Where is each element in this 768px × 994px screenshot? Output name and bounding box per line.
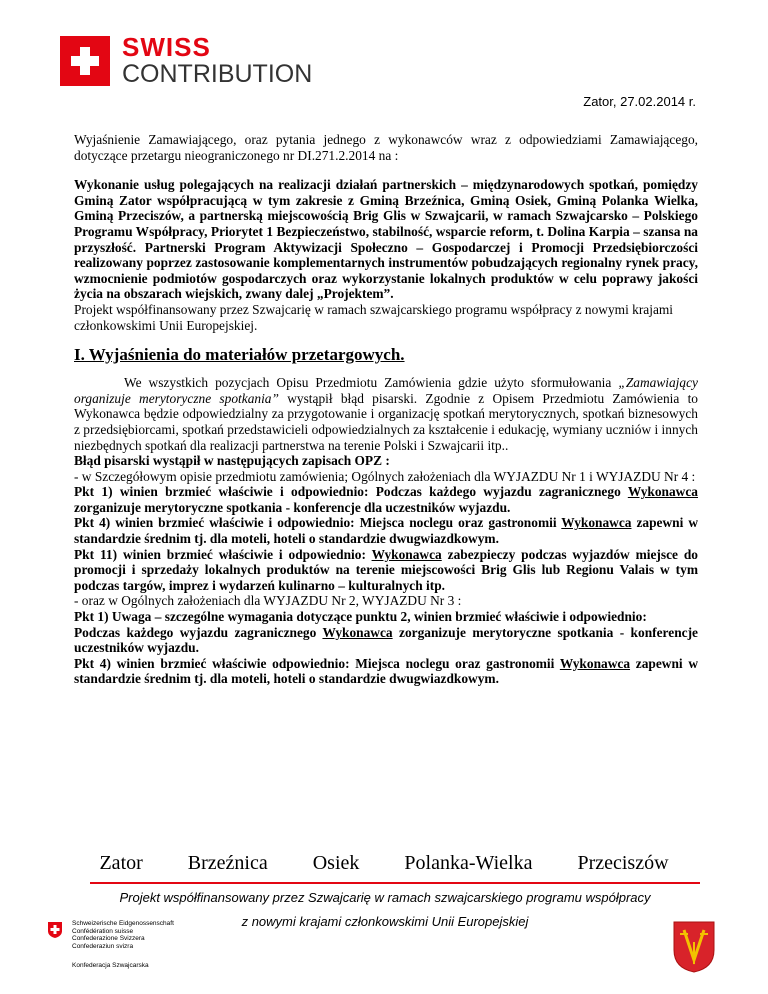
subject-paragraph: Wykonanie usług polegających na realizacji działań partnerskich – międzynarodowych spotkań, pomiędzy Gminą Zator współpracującą w tym zakresie z Gminą Brzeźnica, Gminą Osiek, Gminą Polanka Wielka, Gminą Przeciszów, a partnerską miejscowością Brig Glis w Szwajcarii, w ramach Szwajcarsko – Polskiego Programu Współpracy, Priorytet 1 Bezpieczeństwo, stabilność, wsparcie reform, t. Dolina Karpia – szansa na przyszłość. Partnerski Program Aktywizacji Społeczno – Gospodarczej i Promocji Przedsiębiorczości realizowany poprzez zastosowanie komplementarnych instrumentów pobudzających regionalny rynek pracy, wzmocnienie podmiotów gospodarczych oraz wykorzystanie lokalnych produktów w celu poprawy jakości życia na obszarach wiejskich, zwany dalej „Projektem”. [74, 177, 698, 302]
document-date: Zator, 27.02.2014 r. [583, 94, 696, 109]
footer-line-2: z nowymi krajami członkowskimi Unii Europejskiej [241, 914, 529, 929]
para1-rest: wystąpił błąd pisarski. Zgodnie z Opisem Przedmiotu Zamówienia to Wykonawca będzie odpowiedzialny za przygotowanie i organizację spotkań merytorycznych, spotkań biznesowych z przedsiębiorcami, spotkań przedstawicieli odpowiedzialnych za kształcenie i edukację, wymiany uczniów i innych niezbędnych spotkań dla realizacji partnerstwa na terenie Polski i Szwajcarii itp.. [74, 390, 698, 453]
partner-towns [0, 852, 768, 875]
point-1-trip-2-3: Pkt 1) Uwaga – szczególne wymagania dotyczące punktu 2, winien brzmieć właściwie i odpowiednio: [74, 609, 647, 625]
footer-divider [90, 882, 700, 884]
swiss-shield-icon [48, 922, 62, 938]
scope-trip-2-3: - oraz w Ogólnych założeniach dla WYJAZDU Nr 2, WYJAZDU Nr 3 : [74, 593, 462, 609]
logo-swiss-text: SWISS [122, 32, 211, 62]
town-name: Brzeźnica [187, 852, 268, 874]
intro-paragraph: Wyjaśnienie Zamawiającego, oraz pytania jednego z wykonawców wraz z odpowiedziami Zamawiającego, dotyczące przetargu nieograniczonego nr DI.271.2.2014 na : [74, 132, 698, 163]
cofinance-note: Projekt współfinansowany przez Szwajcarię w ramach szwajcarskiego programu współpracy z nowymi krajami członkowskimi Unii Europejskiej. [74, 301, 674, 333]
para1-quote: „Zamawiający organizuje merytoryczne spotkania” [74, 375, 698, 406]
coat-of-arms-icon [672, 920, 716, 974]
town-name: Polanka-Wielka [404, 852, 533, 874]
swiss-confederation-logo [48, 922, 248, 982]
town-name: Przeciszów [577, 852, 669, 874]
point-4-trip-2-3: Pkt 4) winien brzmieć właściwie odpowiednio: Miejsca noclegu oraz gastronomii Wykonawca zapewni w standardzie średnim tj. dla moteli, hoteli o standardzie dwugwiazdkowym. [74, 655, 698, 687]
footer-line-1: Projekt współfinansowany przez Szwajcarię w ramach szwajcarskiego programu współpracy [119, 890, 651, 905]
swiss-contribution-logo [60, 32, 313, 88]
point-11: Pkt 11) winien brzmieć właściwie i odpowiednio: Wykonawca zabezpieczy podczas wyjazdów miejsce do promocji i sprzedaży lokalnych produktów na terenie miejscowości Brig Glis lub Regionu Valais w tym podczas targów, imprez i wydarzeń kulinarno – kulturalnych itp. [74, 546, 698, 593]
town-name: Zator [99, 852, 143, 874]
point-1-trip-2-3-text: Podczas każdego wyjazdu zagranicznego Wykonawca zorganizuje merytoryczne spotkania - konferencje uczestników wyjazdu. [74, 624, 698, 656]
town-name: Osiek [312, 852, 360, 874]
scope-trip-1-4: - w Szczegółowym opisie przedmiotu zamówienia; Ogólnych założeniach dla WYJAZDU Nr 1 i WYJAZDU Nr 4 : [74, 468, 696, 484]
swiss-cross-icon [60, 36, 110, 86]
error-line: Błąd pisarski wystąpił w następujących zapisach OPZ : [74, 453, 390, 469]
point-1-trip-1-4: Pkt 1) winien brzmieć właściwie i odpowiednio: Podczas każdego wyjazdu zagranicznego Wykonawca zorganizuje merytoryczne spotkania - konferencje dla uczestników wyjazdu. [74, 484, 698, 515]
point-4-trip-1-4: Pkt 4) winien brzmieć właściwie i odpowiednio: Miejsca noclegu oraz gastronomii Wykonawca zapewni w standardzie średnim tj. dla moteli, hoteli o standardzie dwugwiazdkowym. [74, 515, 698, 547]
explanation-paragraph [74, 375, 698, 453]
confederation-polish: Konfederacja Szwajcarska [72, 962, 149, 969]
document-body [74, 132, 698, 687]
para1-start: We wszystkich pozycjach Opisu Przedmiotu Zamówienia gdzie użyto sformułowania [124, 375, 612, 391]
confederation-names: Schweizerische Eidgenossenschaft Confédération suisse Confederazione Svizzera Confederaziun svizra [72, 920, 174, 950]
section-heading: I. Wyjaśnienia do materiałów przetargowych. [74, 345, 405, 365]
logo-contribution-text: CONTRIBUTION [122, 60, 313, 88]
